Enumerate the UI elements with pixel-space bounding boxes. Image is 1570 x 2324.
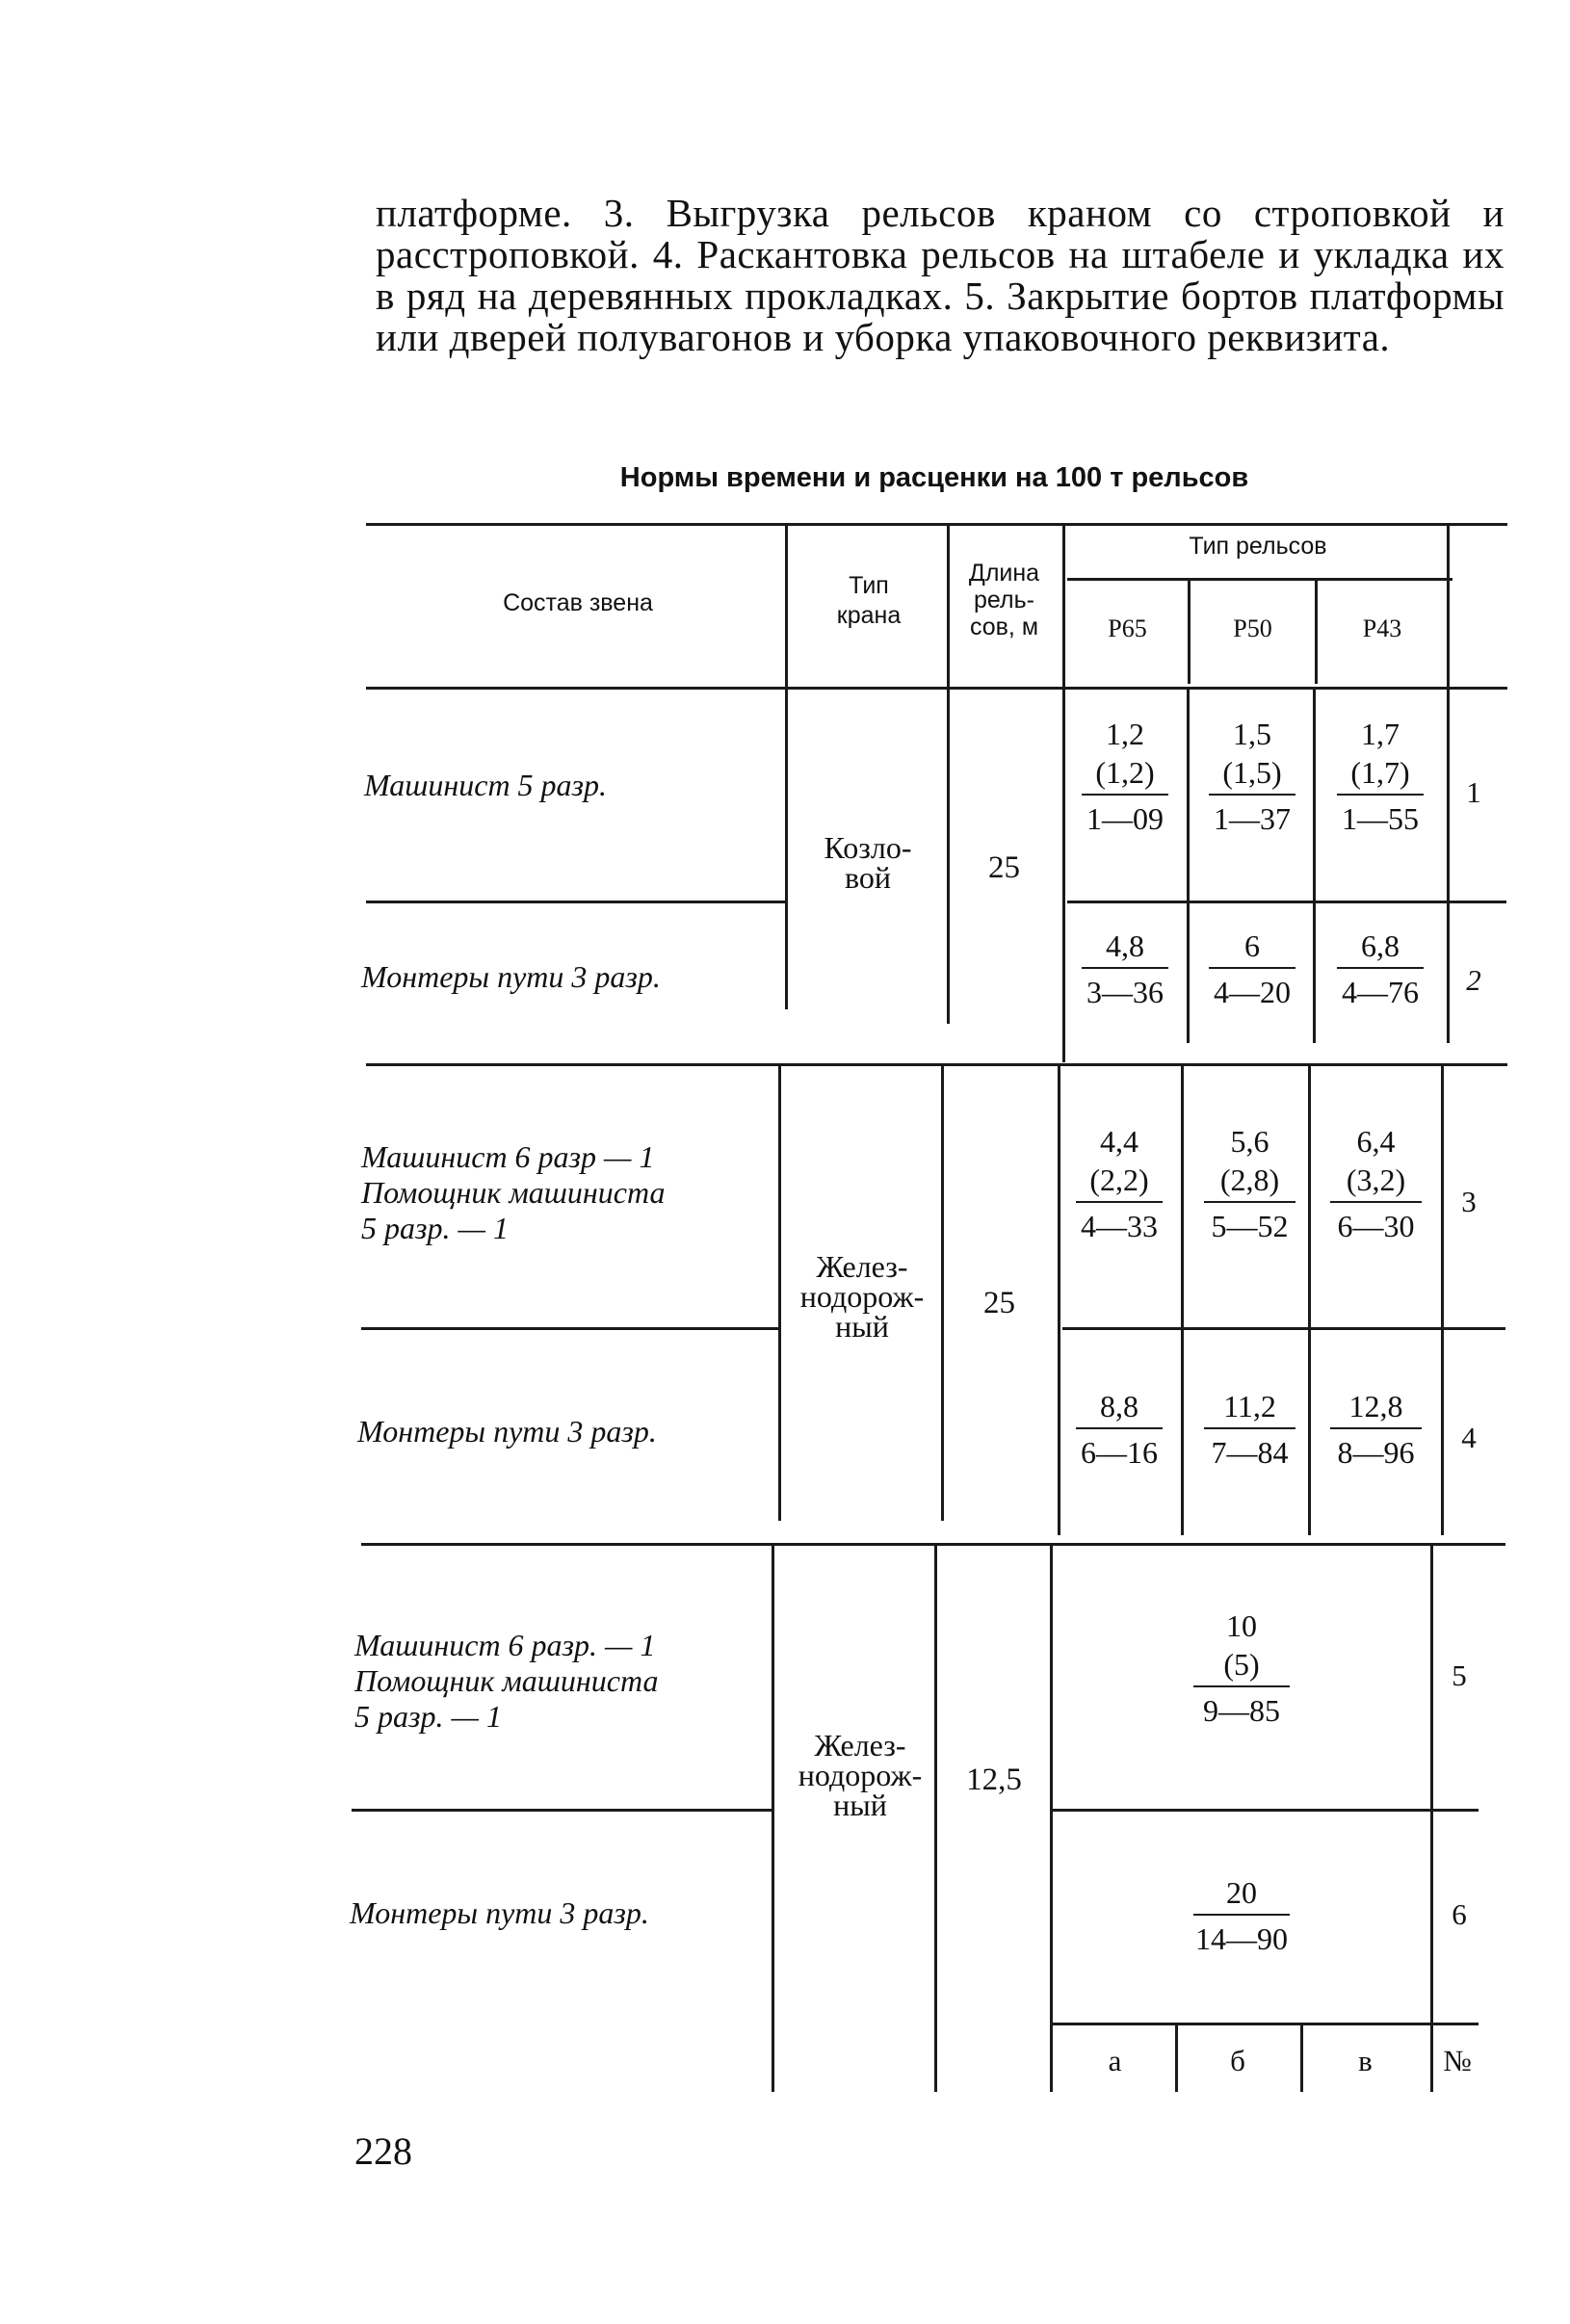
price-r65-row-2: 3—36 (1086, 975, 1164, 1009)
row-number-5: 5 (1452, 1658, 1467, 1692)
price-r50-row-4: 7—84 (1211, 1435, 1289, 1470)
norm-r43-row-4: 12,8 (1348, 1389, 1403, 1423)
norm-paren-r50-row-3: (2,8) (1219, 1162, 1280, 1197)
vrule-r43 (1447, 523, 1450, 1043)
table-caption: Нормы времени и расценки на 100 т рельсов (619, 462, 1249, 493)
row-number-6: 6 (1452, 1897, 1467, 1931)
norm-paren-merged-row-5: (5) (1223, 1647, 1260, 1682)
norm-r50-row-1: 1,5 (1233, 717, 1271, 751)
norm-r65-row-4: 8,8 (1100, 1389, 1138, 1423)
norm-r50-row-4: 11,2 (1223, 1389, 1276, 1423)
price-r65-row-3: 4—33 (1081, 1209, 1158, 1243)
price-r65-row-4: 6—16 (1081, 1435, 1158, 1470)
head-rail-length: Длина рель-сов, м (968, 560, 1040, 640)
norm-r43-row-3: 6,4 (1356, 1124, 1396, 1159)
price-r43-row-4: 8—96 (1337, 1435, 1415, 1470)
vrule-composition (785, 523, 788, 1009)
footer-col-a: а (1108, 2044, 1122, 2077)
price-r50-row-1: 1—37 (1214, 801, 1291, 836)
vrule-length-2 (1058, 1063, 1060, 1535)
footer-col-number: № (1443, 2044, 1472, 2077)
vrule-r43-b (1441, 1063, 1444, 1535)
cell-merged-row-5 (1055, 1606, 1428, 1730)
cell-r65-row-1 (1077, 715, 1173, 838)
norm-r43-row-1: 1,7 (1361, 717, 1400, 751)
crane-type-group-2: Желез-нодорож-ный (799, 1249, 925, 1344)
norm-paren-r50-row-1: (1,5) (1222, 755, 1282, 790)
cell-r65-row-4 (1071, 1387, 1167, 1472)
vrule-composition-2 (778, 1063, 781, 1521)
price-r43-row-1: 1—55 (1342, 801, 1419, 836)
price-r65-row-1: 1—09 (1086, 801, 1164, 836)
norm-r65-row-2: 4,8 (1106, 928, 1144, 963)
cell-r65-row-3 (1071, 1122, 1167, 1245)
vrule-crane-3 (934, 1543, 937, 2092)
row-number-3: 3 (1461, 1185, 1477, 1218)
vrule-r43-c (1430, 1543, 1433, 2092)
rail-length-group-2: 25 (983, 1286, 1015, 1320)
cell-r43-row-1 (1332, 715, 1428, 838)
rail-length-group-3: 12,5 (966, 1763, 1022, 1797)
rule-top (366, 523, 1507, 526)
head-r65: Р65 (1108, 614, 1147, 642)
rule-row3 (361, 1327, 778, 1330)
row-number-4: 4 (1461, 1421, 1477, 1454)
vrule-r50-b (1313, 687, 1316, 1043)
page-number: 228 (354, 2129, 412, 2173)
price-merged-row-6: 14—90 (1195, 1921, 1288, 1956)
cell-merged-row-6 (1055, 1873, 1428, 1958)
vrule-r65-c (1181, 1063, 1184, 1535)
row-number-2: 2 (1466, 963, 1481, 997)
cell-r50-row-4 (1199, 1387, 1300, 1472)
role-row-3: Машинист 6 разр — 1 Помощник машиниста 5 разр. — 1 (361, 1139, 666, 1245)
crane-type-group-1: Козло-вой (824, 830, 912, 895)
rule-footer (1053, 2023, 1478, 2025)
price-r50-row-2: 4—20 (1214, 975, 1291, 1009)
intro-paragraph: платформе. 3. Выгрузка рельсов краном со строповкой и расстроповкой. 4. Раскантовка рельсов на штабеле и укладка их в ряд на деревянных прокладках. 5. Закрытие бортов платформы или дверей полувагонов и уборка упаковочного реквизита. (376, 191, 1505, 359)
rule-row5-right (1053, 1809, 1478, 1812)
price-r43-row-3: 6—30 (1337, 1209, 1415, 1243)
cell-r43-row-2 (1332, 927, 1428, 1011)
vrule-length (1062, 523, 1065, 1062)
norm-paren-r65-row-3: (2,2) (1089, 1162, 1149, 1197)
cell-r43-row-3 (1325, 1122, 1426, 1245)
norm-r65-row-1: 1,2 (1106, 717, 1144, 751)
cell-r50-row-2 (1204, 927, 1300, 1011)
rule-head-inner (1067, 578, 1452, 581)
norm-paren-r65-row-1: (1,2) (1095, 755, 1155, 790)
norm-r50-row-2: 6 (1244, 928, 1260, 963)
price-r43-row-2: 4—76 (1342, 975, 1419, 1009)
rule-head-bottom (366, 687, 1507, 690)
vrule-crane (947, 523, 950, 1024)
head-rail-type: Тип рельсов (1189, 533, 1327, 560)
role-row-2: Монтеры пути 3 разр. (361, 959, 661, 994)
head-composition: Состав звена (503, 589, 653, 616)
rule-group2 (361, 1543, 1505, 1546)
vrule-r50 (1315, 578, 1318, 684)
rule-row3-right (1062, 1327, 1505, 1330)
role-row-5: Машинист 6 разр. — 1 Помощник машиниста 5 разр. — 1 (354, 1628, 659, 1734)
norm-paren-r43-row-3: (3,2) (1346, 1162, 1406, 1197)
rule-row1 (366, 901, 785, 903)
footer-col-b: б (1230, 2044, 1245, 2077)
rule-row1-right (1067, 901, 1506, 903)
norm-r50-row-3: 5,6 (1230, 1124, 1269, 1159)
norm-r43-row-2: 6,8 (1361, 928, 1400, 963)
role-row-6: Монтеры пути 3 разр. (350, 1895, 649, 1930)
vrule-footer-b (1300, 2023, 1303, 2092)
vrule-composition-3 (772, 1543, 774, 2092)
price-merged-row-5: 9—85 (1203, 1693, 1280, 1728)
vrule-r65 (1188, 578, 1191, 684)
head-crane-type: Тип крана (836, 572, 902, 629)
vrule-r65-b (1187, 687, 1190, 1043)
vrule-length-3 (1050, 1543, 1053, 2092)
norm-r65-row-3: 4,4 (1100, 1124, 1138, 1159)
crane-type-group-3: Желез-нодорож-ный (798, 1728, 923, 1822)
rule-group1 (366, 1063, 1507, 1066)
footer-col-c: в (1358, 2044, 1373, 2077)
row-number-1: 1 (1466, 775, 1481, 809)
vrule-footer-a (1175, 2023, 1178, 2092)
role-row-1: Машинист 5 разр. (364, 768, 608, 802)
vrule-r50-c (1308, 1063, 1311, 1535)
norm-merged-row-5: 10 (1226, 1608, 1257, 1643)
cell-r43-row-4 (1325, 1387, 1426, 1472)
role-row-4: Монтеры пути 3 разр. (357, 1414, 657, 1449)
cell-r50-row-3 (1199, 1122, 1300, 1245)
head-r50: Р50 (1233, 614, 1272, 642)
rail-length-group-1: 25 (988, 850, 1020, 885)
norm-merged-row-6: 20 (1226, 1875, 1257, 1910)
cell-r50-row-1 (1204, 715, 1300, 838)
cell-r65-row-2 (1077, 927, 1173, 1011)
vrule-crane-2 (941, 1063, 944, 1521)
rule-row5 (352, 1809, 772, 1812)
head-r43: Р43 (1362, 614, 1402, 642)
norm-paren-r43-row-1: (1,7) (1350, 755, 1410, 790)
price-r50-row-3: 5—52 (1211, 1209, 1289, 1243)
